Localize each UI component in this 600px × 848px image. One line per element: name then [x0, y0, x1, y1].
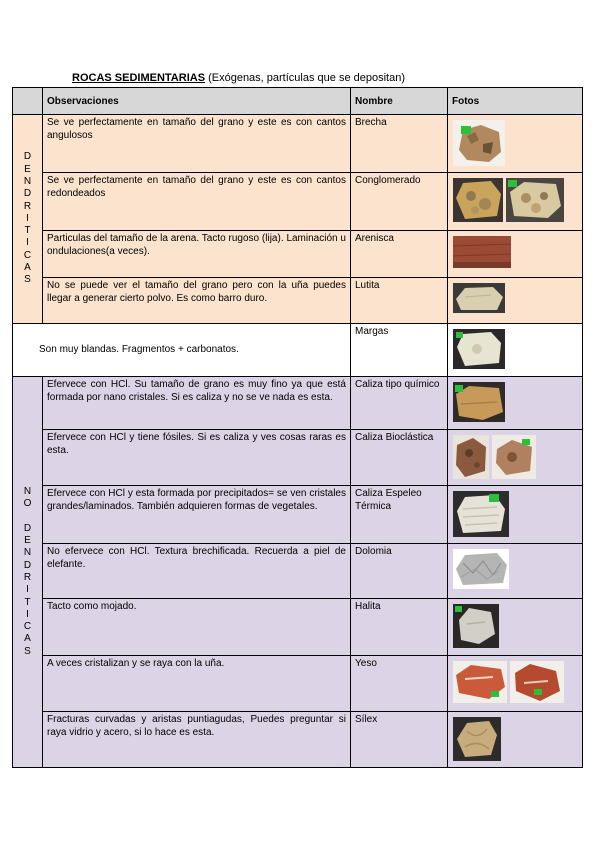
table-row: [13, 656, 583, 712]
rock-photo-margas: [453, 329, 505, 369]
name-cell: Brecha: [351, 115, 448, 173]
rock-photo-caliza-bioclastica-2: [492, 435, 536, 479]
rock-photo-dolomia: [453, 549, 509, 589]
obs-cell: Tacto como mojado.: [43, 599, 351, 656]
photo-cell: [448, 231, 583, 278]
rock-photo-conglomerado-1: [453, 178, 503, 222]
table-row: [13, 115, 583, 173]
obs-cell: Efervece con HCl. Su tamaño de grano es muy fino ya que está formada por nano cristales. Si es caliza y no se ve nada es esta.: [43, 377, 351, 430]
photo-cell: [448, 486, 583, 544]
title-main: ROCAS SEDIMENTARIAS: [72, 72, 206, 84]
name-cell: Halita: [351, 599, 448, 656]
rock-photo-caliza-quimico: [453, 382, 505, 422]
table-row: [13, 599, 583, 656]
rock-photo-arenisca: [453, 236, 511, 268]
obs-cell: No se puede ver el tamaño del grano pero con la uña puedes llegar a generar cierto polvo. Es como barro duro.: [43, 278, 351, 324]
obs-cell: Fracturas curvadas y aristas puntiagudas, Puedes preguntar si raya vidrio y acero, si lo hace es esta.: [43, 712, 351, 768]
header-blank: [13, 88, 43, 115]
rock-photo-yeso-1: [453, 661, 507, 703]
rock-photo-caliza-espeleo: [453, 491, 509, 537]
rock-photo-silex: [453, 717, 501, 761]
header-fotos: Fotos: [448, 88, 583, 115]
photo-cell: [448, 278, 583, 324]
header-row: [13, 88, 583, 115]
obs-cell: Son muy blandas. Fragmentos + carbonatos.: [13, 324, 351, 377]
name-cell: Caliza tipo químico: [351, 377, 448, 430]
photo-cell: [448, 599, 583, 656]
table-row: [13, 173, 583, 231]
rock-photo-conglomerado-2: [506, 178, 564, 222]
table-row: [13, 377, 583, 430]
name-cell: Conglomerado: [351, 173, 448, 231]
table-row: [13, 712, 583, 768]
table-row: [13, 324, 583, 377]
photo-cell: [448, 173, 583, 231]
title-subtitle: (Exógenas, partículas que se depositan): [205, 72, 405, 84]
name-cell: Yeso: [351, 656, 448, 712]
name-cell: Caliza Bioclástica: [351, 430, 448, 486]
name-cell: Caliza Espeleo Térmica: [351, 486, 448, 544]
obs-cell: Efervece con HCl y tiene fósiles. Si es caliza y ves cosas raras es esta.: [43, 430, 351, 486]
obs-cell: Particulas del tamaño de la arena. Tacto rugoso (lija). Laminación u ondulaciones(a veces).: [43, 231, 351, 278]
photo-cell: [448, 656, 583, 712]
dendriticas-label: D E N D R I T I C A S: [13, 115, 43, 324]
photo-cell: [448, 544, 583, 599]
rock-photo-caliza-bioclastica-1: [453, 435, 489, 479]
document-title: [72, 71, 405, 85]
table-row: [13, 278, 583, 324]
no-dendriticas-label: N O D E N D R I T I C A S: [13, 377, 43, 768]
rocks-table: [12, 87, 583, 768]
name-cell: Lutita: [351, 278, 448, 324]
name-cell: Arenisca: [351, 231, 448, 278]
name-cell: Sílex: [351, 712, 448, 768]
photo-cell: [448, 430, 583, 486]
rock-photo-halita: [453, 604, 499, 648]
obs-cell: No efervece con HCl. Textura brechificada. Recuerda a piel de elefante.: [43, 544, 351, 599]
name-cell: Dolomia: [351, 544, 448, 599]
rock-photo-yeso-2: [510, 661, 564, 703]
photo-cell: [448, 324, 583, 377]
obs-cell: A veces cristalizan y se raya con la uña.: [43, 656, 351, 712]
table-row: [13, 544, 583, 599]
header-observaciones: Observaciones: [43, 88, 351, 115]
name-cell: Margas: [351, 324, 448, 377]
photo-cell: [448, 115, 583, 173]
photo-cell: [448, 377, 583, 430]
table-row: [13, 231, 583, 278]
table-row: [13, 430, 583, 486]
rock-photo-brecha: [453, 120, 505, 166]
obs-cell: Se ve perfectamente en tamaño del grano y este es con cantos angulosos: [43, 115, 351, 173]
table-row: [13, 486, 583, 544]
rock-photo-lutita: [453, 283, 505, 313]
obs-cell: Se ve perfectamente en tamaño del grano y este es con cantos redondeados: [43, 173, 351, 231]
photo-cell: [448, 712, 583, 768]
obs-cell: Efervece con HCl y esta formada por precipitados= se ven cristales grandes/laminados. También adquieren formas de vegetales.: [43, 486, 351, 544]
header-nombre: Nombre: [351, 88, 448, 115]
